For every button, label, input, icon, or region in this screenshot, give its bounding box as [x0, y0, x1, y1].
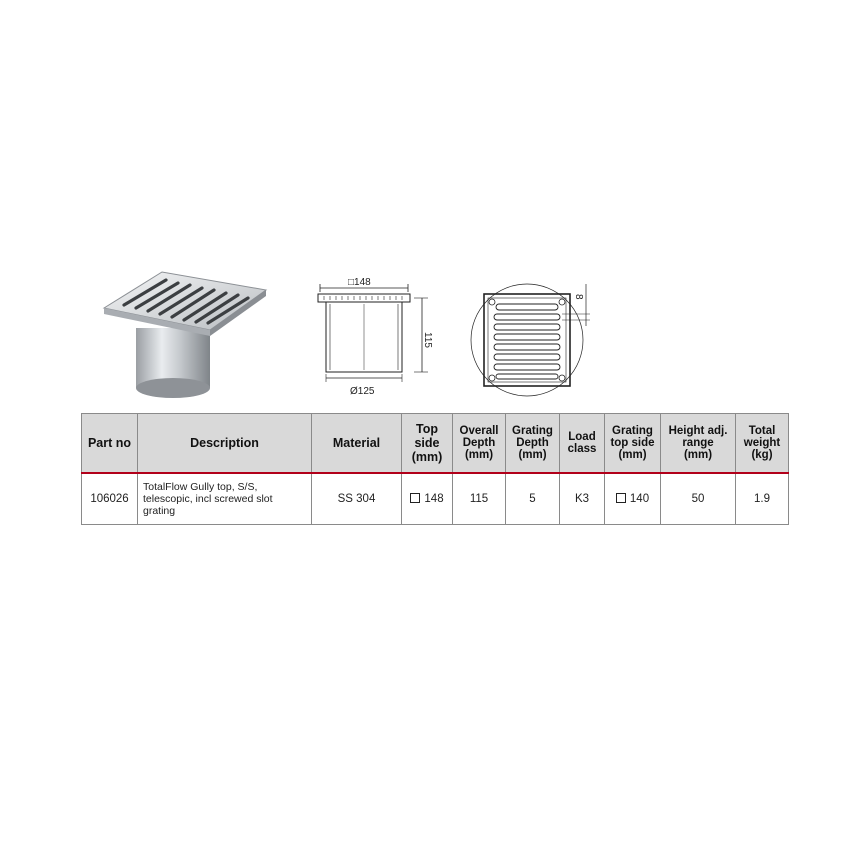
header-line: Grating — [512, 425, 553, 437]
header-top-side — [402, 414, 453, 474]
header-description: Description — [138, 414, 312, 474]
header-line: Top — [416, 422, 438, 436]
cell-description — [138, 473, 312, 525]
header-total-weight — [736, 414, 789, 474]
description-line: grating — [143, 505, 176, 517]
header-line: (mm) — [411, 450, 443, 464]
table-row — [82, 473, 789, 525]
description-line: TotalFlow Gully top, S/S, — [143, 481, 258, 493]
square-symbol-icon — [410, 493, 420, 503]
header-line: class — [567, 443, 597, 455]
top-view-drawing — [462, 276, 600, 408]
slot-dimension-label: 8 — [573, 294, 584, 300]
header-line: Depth — [516, 437, 549, 449]
header-line: Overall — [459, 425, 499, 437]
header-height-adj — [661, 414, 736, 474]
top-dimension-label: □148 — [348, 277, 371, 288]
spec-table — [81, 413, 789, 525]
header-part-no: Part no — [82, 414, 138, 474]
cell-grating-top-side — [605, 473, 661, 525]
header-grating-depth — [506, 414, 560, 474]
cell-overall-depth: 115 — [453, 473, 506, 525]
header-line: Depth — [462, 437, 496, 449]
header-line: (kg) — [751, 449, 773, 461]
header-line: Load — [568, 431, 596, 443]
header-line: side — [414, 436, 440, 450]
header-line: range — [682, 437, 714, 449]
header-load-class — [560, 414, 605, 474]
cell-grating-depth: 5 — [506, 473, 560, 525]
header-line: top side — [610, 437, 655, 449]
header-line: weight — [743, 437, 781, 449]
header-line: Height adj. — [668, 425, 728, 437]
cell-height-adj: 50 — [661, 473, 736, 525]
top-side-value: 148 — [424, 493, 444, 505]
description-line: telescopic, incl screwed slot — [143, 493, 273, 505]
header-line: Total — [748, 425, 776, 437]
table-header-row — [82, 414, 789, 474]
header-line: (mm) — [518, 449, 547, 461]
grating-top-side-value: 140 — [629, 493, 650, 505]
cell-top-side — [402, 473, 453, 525]
header-line: (mm) — [464, 449, 494, 461]
product-photo — [98, 268, 268, 408]
side-section-drawing — [312, 272, 442, 400]
header-line: Grating — [612, 425, 653, 437]
header-line: (mm) — [618, 449, 647, 461]
height-dimension-label: 115 — [422, 332, 433, 348]
square-symbol-icon — [616, 493, 626, 503]
cell-part-no: 106026 — [82, 473, 138, 525]
cell-material: SS 304 — [312, 473, 402, 525]
header-grating-top-side — [605, 414, 661, 474]
bottom-dimension-label: Ø125 — [350, 386, 375, 397]
cell-total-weight: 1.9 — [736, 473, 789, 525]
header-material: Material — [312, 414, 402, 474]
header-overall-depth — [453, 414, 506, 474]
header-line: (mm) — [683, 449, 713, 461]
cell-load-class: K3 — [560, 473, 605, 525]
